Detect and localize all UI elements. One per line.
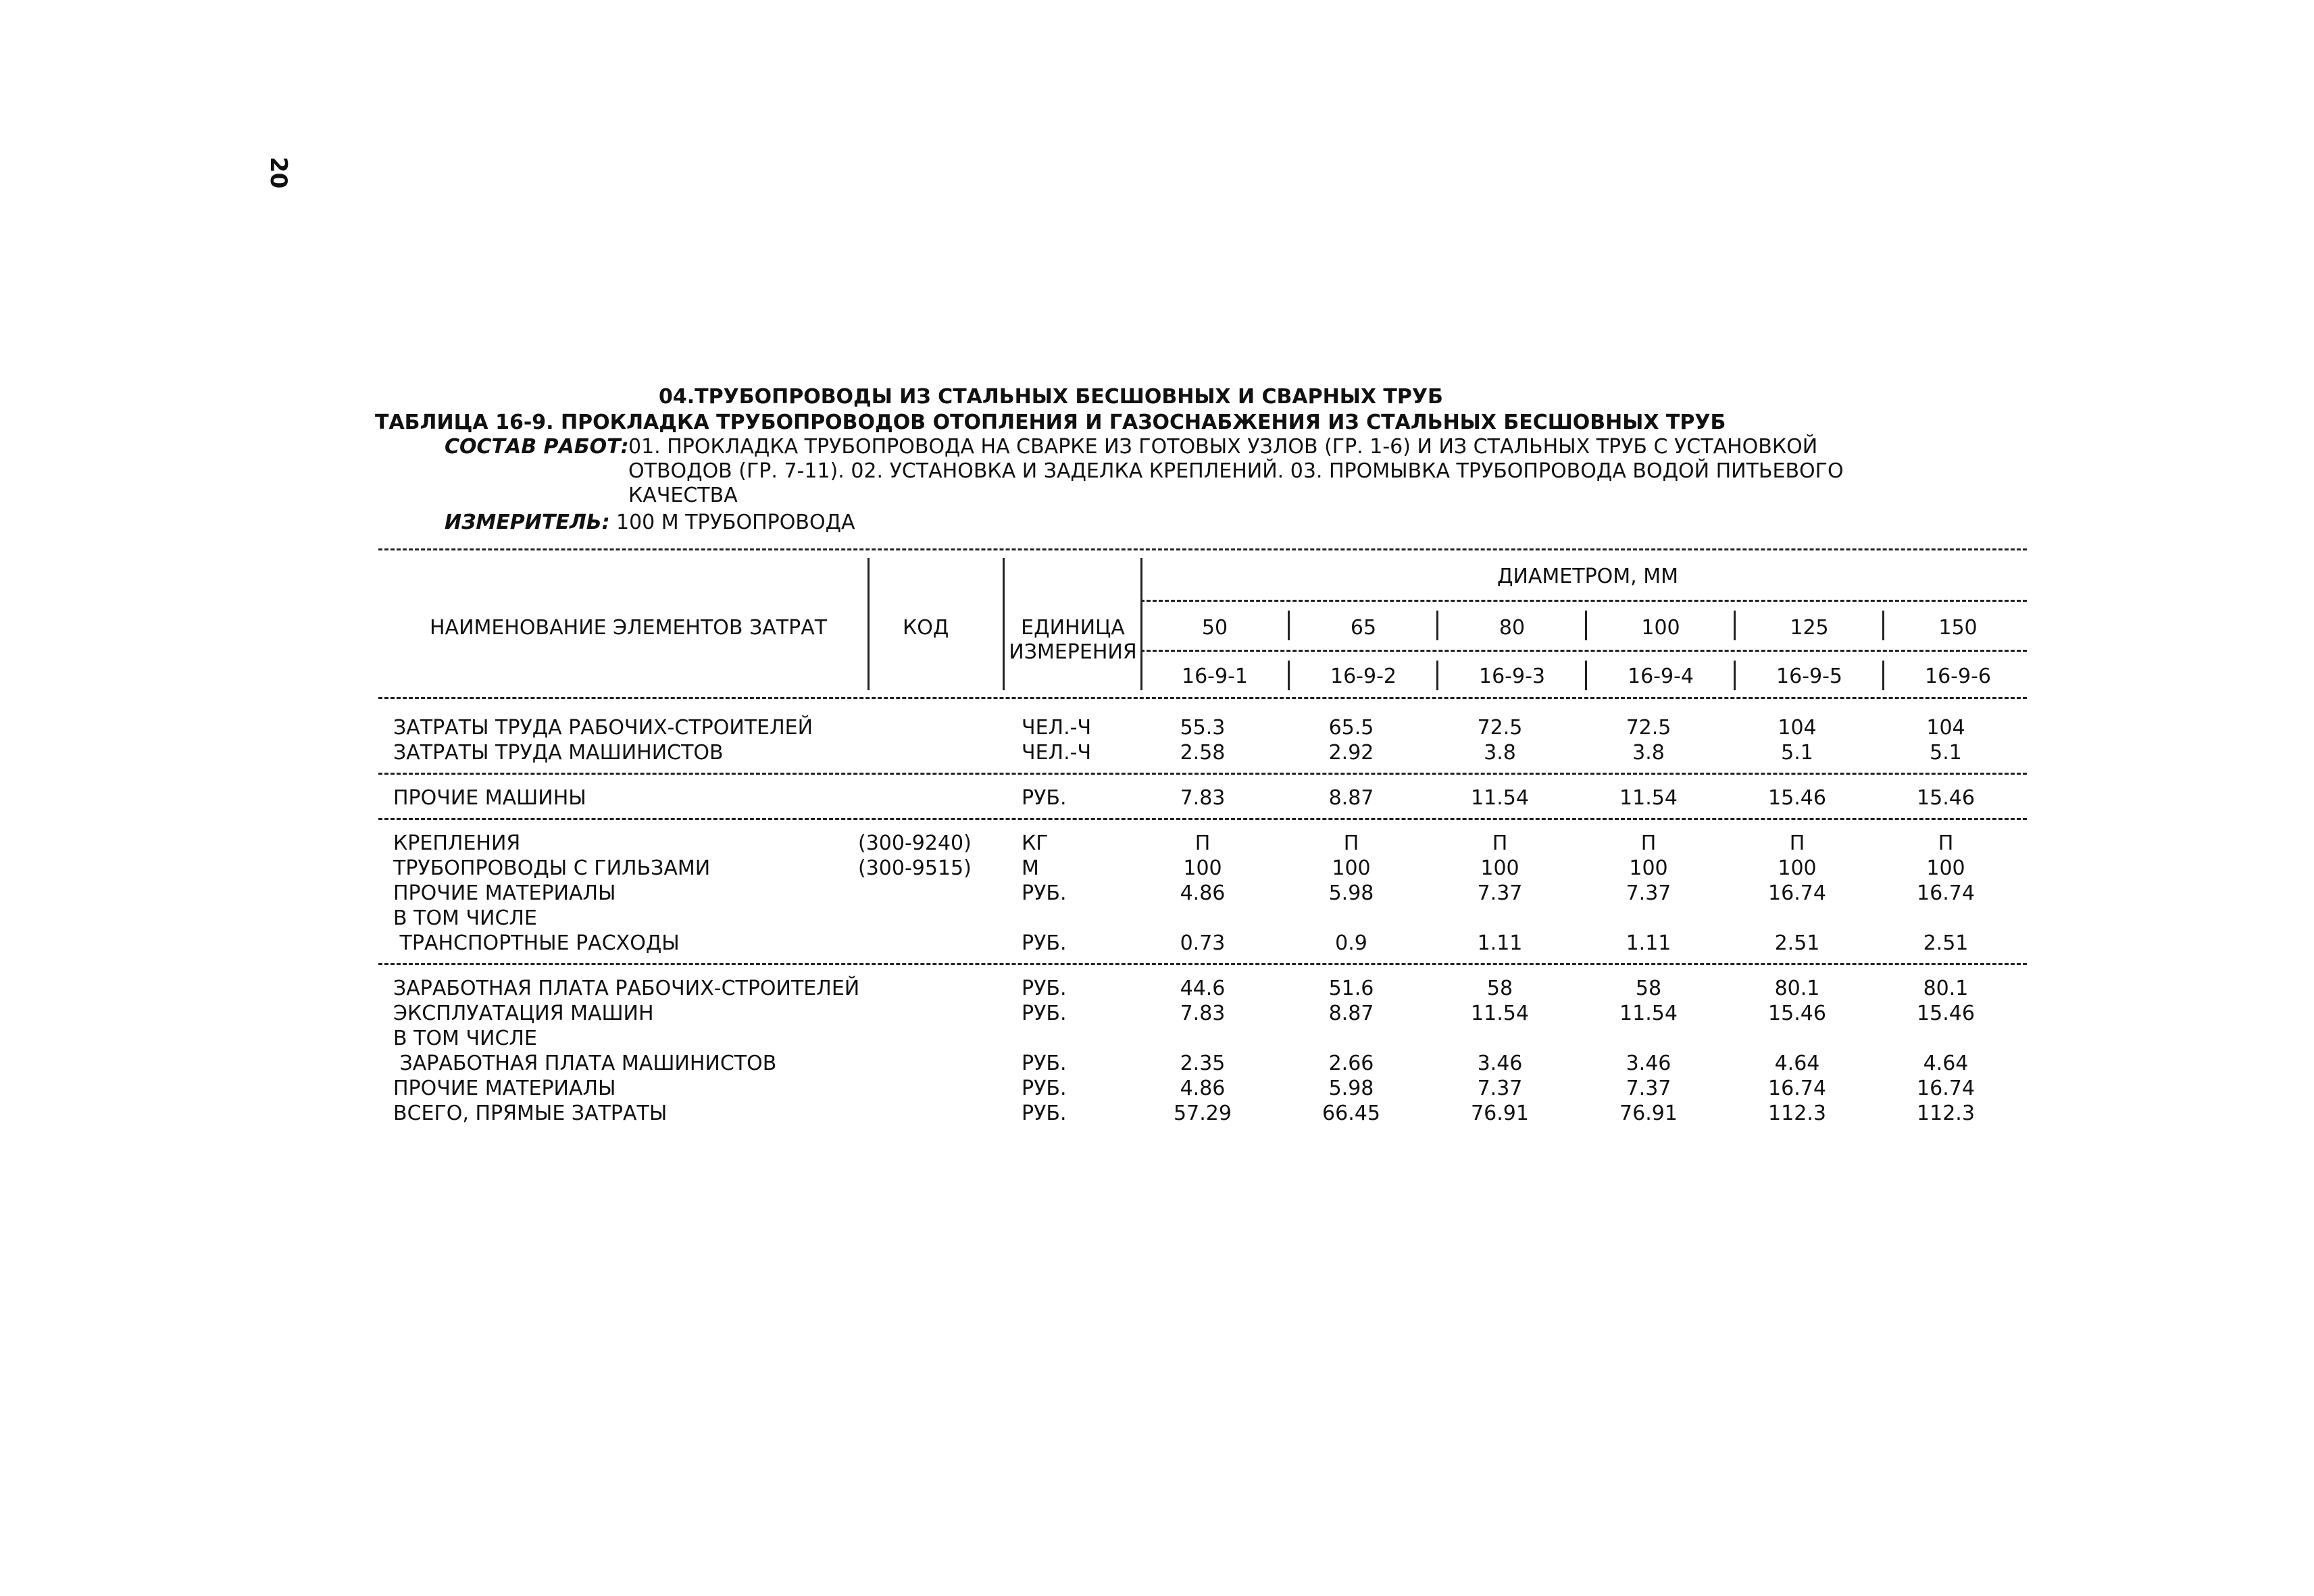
row-value: 16.74 [1917,881,1975,905]
row-value: 55.3 [1180,716,1226,740]
header-diameter-value: 125 [1790,616,1829,640]
row-value: 8.87 [1328,786,1374,810]
header-bottom-rule [378,697,2027,699]
header-column-code: 16-9-6 [1925,665,1991,688]
row-value: 4.64 [1774,1052,1820,1075]
row-value: 11.54 [1619,786,1678,810]
row-value: 11.54 [1619,1002,1678,1025]
header-column-code: 16-9-2 [1330,665,1397,688]
row-value: П [1640,831,1657,855]
row-name: ПРОЧИЕ МАТЕРИАЛЫ [393,1077,616,1100]
header-column-code: 16-9-5 [1776,665,1842,688]
row-name: ТРУБОПРОВОДЫ С ГИЛЬЗАМИ [393,856,711,880]
row-value: 7.37 [1626,881,1671,905]
row-value: 3.8 [1484,741,1516,765]
row-value: 1.11 [1626,931,1671,955]
row-value: 4.64 [1923,1052,1969,1075]
works-line-2: ОТВОДОВ (ГР. 7-11). 02. УСТАНОВКА И ЗАДЕЛКА КРЕПЛЕНИЙ. 03. ПРОМЫВКА ТРУБОПРОВОДА ВОДОЙ ПИТЬЕВОГО [628,459,1844,483]
header-divider [867,558,870,690]
row-code: (300-9515) [858,856,972,880]
row-value: 57.29 [1174,1102,1232,1125]
row-value: 0.9 [1335,931,1367,955]
row-unit: ЧЕЛ.-Ч [1022,741,1092,765]
row-value: 15.46 [1917,786,1975,810]
table-title: ТАБЛИЦА 16-9. ПРОКЛАДКА ТРУБОПРОВОДОВ ОТОПЛЕНИЯ И ГАЗОСНАБЖЕНИЯ ИЗ СТАЛЬНЫХ БЕСШОВНЫХ ТРУБ [375,411,1726,434]
row-value: 11.54 [1471,786,1529,810]
row-value: 15.46 [1768,1002,1826,1025]
row-value: 1.11 [1477,931,1523,955]
header-divider [1585,611,1587,640]
row-value: 112.3 [1917,1102,1975,1125]
row-value: 2.92 [1328,741,1374,765]
row-value: П [1789,831,1805,855]
header-divider [1734,611,1736,640]
row-value: 16.74 [1768,881,1826,905]
row-value: 100 [1183,856,1222,880]
row-value: 7.37 [1477,881,1523,905]
row-value: 3.46 [1626,1052,1671,1075]
works-line-1: 01. ПРОКЛАДКА ТРУБОПРОВОДА НА СВАРКЕ ИЗ ГОТОВЫХ УЗЛОВ (ГР. 1-6) И ИЗ СТАЛЬНЫХ ТРУБ С УСТАНОВКОЙ [628,435,1818,459]
row-value: 80.1 [1923,977,1969,1000]
row-value: 76.91 [1619,1102,1678,1125]
row-value: 104 [1926,716,1965,740]
row-value: 16.74 [1917,1077,1975,1100]
header-diameter: ДИАМЕТРОМ, ММ [1497,565,1678,588]
row-value: 100 [1332,856,1371,880]
row-name: ЗАТРАТЫ ТРУДА МАШИНИСТОВ [393,741,724,765]
row-value: 5.98 [1328,1077,1374,1100]
row-value: 2.58 [1180,741,1226,765]
row-value: 65.5 [1328,716,1374,740]
header-diameter-value: 65 [1350,616,1377,640]
row-name: ПРОЧИЕ МАТЕРИАЛЫ [393,881,616,905]
row-unit: ЧЕЛ.-Ч [1022,716,1092,740]
header-column-code: 16-9-4 [1628,665,1694,688]
row-value: П [1938,831,1954,855]
row-name: ЗАРАБОТНАЯ ПЛАТА РАБОЧИХ-СТРОИТЕЛЕЙ [393,977,860,1000]
row-value: 7.83 [1180,1002,1226,1025]
header-diameter-value: 100 [1641,616,1680,640]
row-value: 7.37 [1477,1077,1523,1100]
row-value: 3.46 [1477,1052,1523,1075]
meter-value: 100 М ТРУБОПРОВОДА [616,511,855,534]
row-value: 2.51 [1923,931,1969,955]
row-value: 72.5 [1477,716,1523,740]
row-unit: РУБ. [1022,1002,1067,1025]
row-name: ЗАТРАТЫ ТРУДА РАБОЧИХ-СТРОИТЕЛЕЙ [393,716,813,740]
row-unit: КГ [1022,831,1049,855]
row-unit: РУБ. [1022,977,1067,1000]
section-title: 04.ТРУБОПРОВОДЫ ИЗ СТАЛЬНЫХ БЕСШОВНЫХ И СВАРНЫХ ТРУБ [659,385,1443,409]
row-value: 100 [1926,856,1965,880]
group-separator [378,963,2027,965]
works-label: СОСТАВ РАБОТ: [445,435,629,459]
row-value: П [1194,831,1211,855]
row-unit: РУБ. [1022,1077,1067,1100]
header-diameter-value: 150 [1938,616,1978,640]
row-value: 76.91 [1471,1102,1529,1125]
row-name: ТРАНСПОРТНЫЕ РАСХОДЫ [393,931,680,955]
row-unit: РУБ. [1022,1052,1067,1075]
row-name: ЭКСПЛУАТАЦИЯ МАШИН [393,1002,654,1025]
header-divider [1436,661,1438,690]
row-value: 11.54 [1471,1002,1529,1025]
row-name: В ТОМ ЧИСЛЕ [393,1027,537,1050]
row-value: 7.83 [1180,786,1226,810]
row-value: 100 [1629,856,1668,880]
row-value: П [1343,831,1359,855]
row-value: 7.37 [1626,1077,1671,1100]
header-divider [1585,661,1587,690]
row-name: КРЕПЛЕНИЯ [393,831,521,855]
header-diameter-value: 50 [1201,616,1228,640]
row-unit: РУБ. [1022,881,1067,905]
header-column-code: 16-9-3 [1479,665,1545,688]
row-value: 51.6 [1328,977,1374,1000]
header-divider [1734,661,1736,690]
row-value: 2.51 [1774,931,1820,955]
row-code: (300-9240) [858,831,972,855]
row-value: 2.66 [1328,1052,1374,1075]
header-divider [1882,661,1884,690]
row-name: ВСЕГО, ПРЯМЫЕ ЗАТРАТЫ [393,1102,668,1125]
row-unit: РУБ. [1022,931,1067,955]
row-unit: РУБ. [1022,786,1067,810]
meter-label: ИЗМЕРИТЕЛЬ: [445,511,610,534]
row-value: 58 [1635,977,1662,1000]
row-value: 58 [1486,977,1513,1000]
row-name: ПРОЧИЕ МАШИНЫ [393,786,586,810]
header-divider [1003,558,1005,690]
row-value: 112.3 [1768,1102,1826,1125]
row-value: 104 [1778,716,1817,740]
row-value: 72.5 [1626,716,1671,740]
row-value: 8.87 [1328,1002,1374,1025]
header-unit: ЕДИНИЦА [1021,616,1125,640]
header-divider [1436,611,1438,640]
header-divider [1288,661,1290,690]
header-diameter-value: 80 [1499,616,1526,640]
row-value: 0.73 [1180,931,1226,955]
header-name: НАИМЕНОВАНИЕ ЭЛЕМЕНТОВ ЗАТРАТ [430,616,828,640]
header-divider [1288,611,1290,640]
row-value: 66.45 [1322,1102,1380,1125]
row-unit: М [1022,856,1039,880]
row-value: 44.6 [1180,977,1226,1000]
works-line-3: КАЧЕСТВА [628,484,738,507]
row-value: 3.8 [1632,741,1665,765]
table-top-rule [378,548,2027,550]
row-value: 100 [1480,856,1519,880]
row-value: 4.86 [1180,1077,1226,1100]
row-value: П [1492,831,1508,855]
header-rule-diameter [1140,600,2027,602]
row-value: 80.1 [1774,977,1820,1000]
row-value: 5.1 [1781,741,1813,765]
row-value: 16.74 [1768,1077,1826,1100]
header-column-code: 16-9-1 [1182,665,1248,688]
row-value: 2.35 [1180,1052,1226,1075]
row-value: 15.46 [1917,1002,1975,1025]
row-value: 15.46 [1768,786,1826,810]
header-code: КОД [903,616,949,640]
header-rule-codes [1140,650,2027,652]
group-separator [378,773,2027,775]
row-unit: РУБ. [1022,1102,1067,1125]
row-name: ЗАРАБОТНАЯ ПЛАТА МАШИНИСТОВ [393,1052,777,1075]
header-unit: ИЗМЕРЕНИЯ [1009,640,1137,664]
row-name: В ТОМ ЧИСЛЕ [393,906,537,930]
header-divider [1882,611,1884,640]
row-value: 4.86 [1180,881,1226,905]
row-value: 100 [1778,856,1817,880]
page-number: 20 [265,157,292,189]
group-separator [378,818,2027,820]
row-value: 5.1 [1930,741,1962,765]
row-value: 5.98 [1328,881,1374,905]
